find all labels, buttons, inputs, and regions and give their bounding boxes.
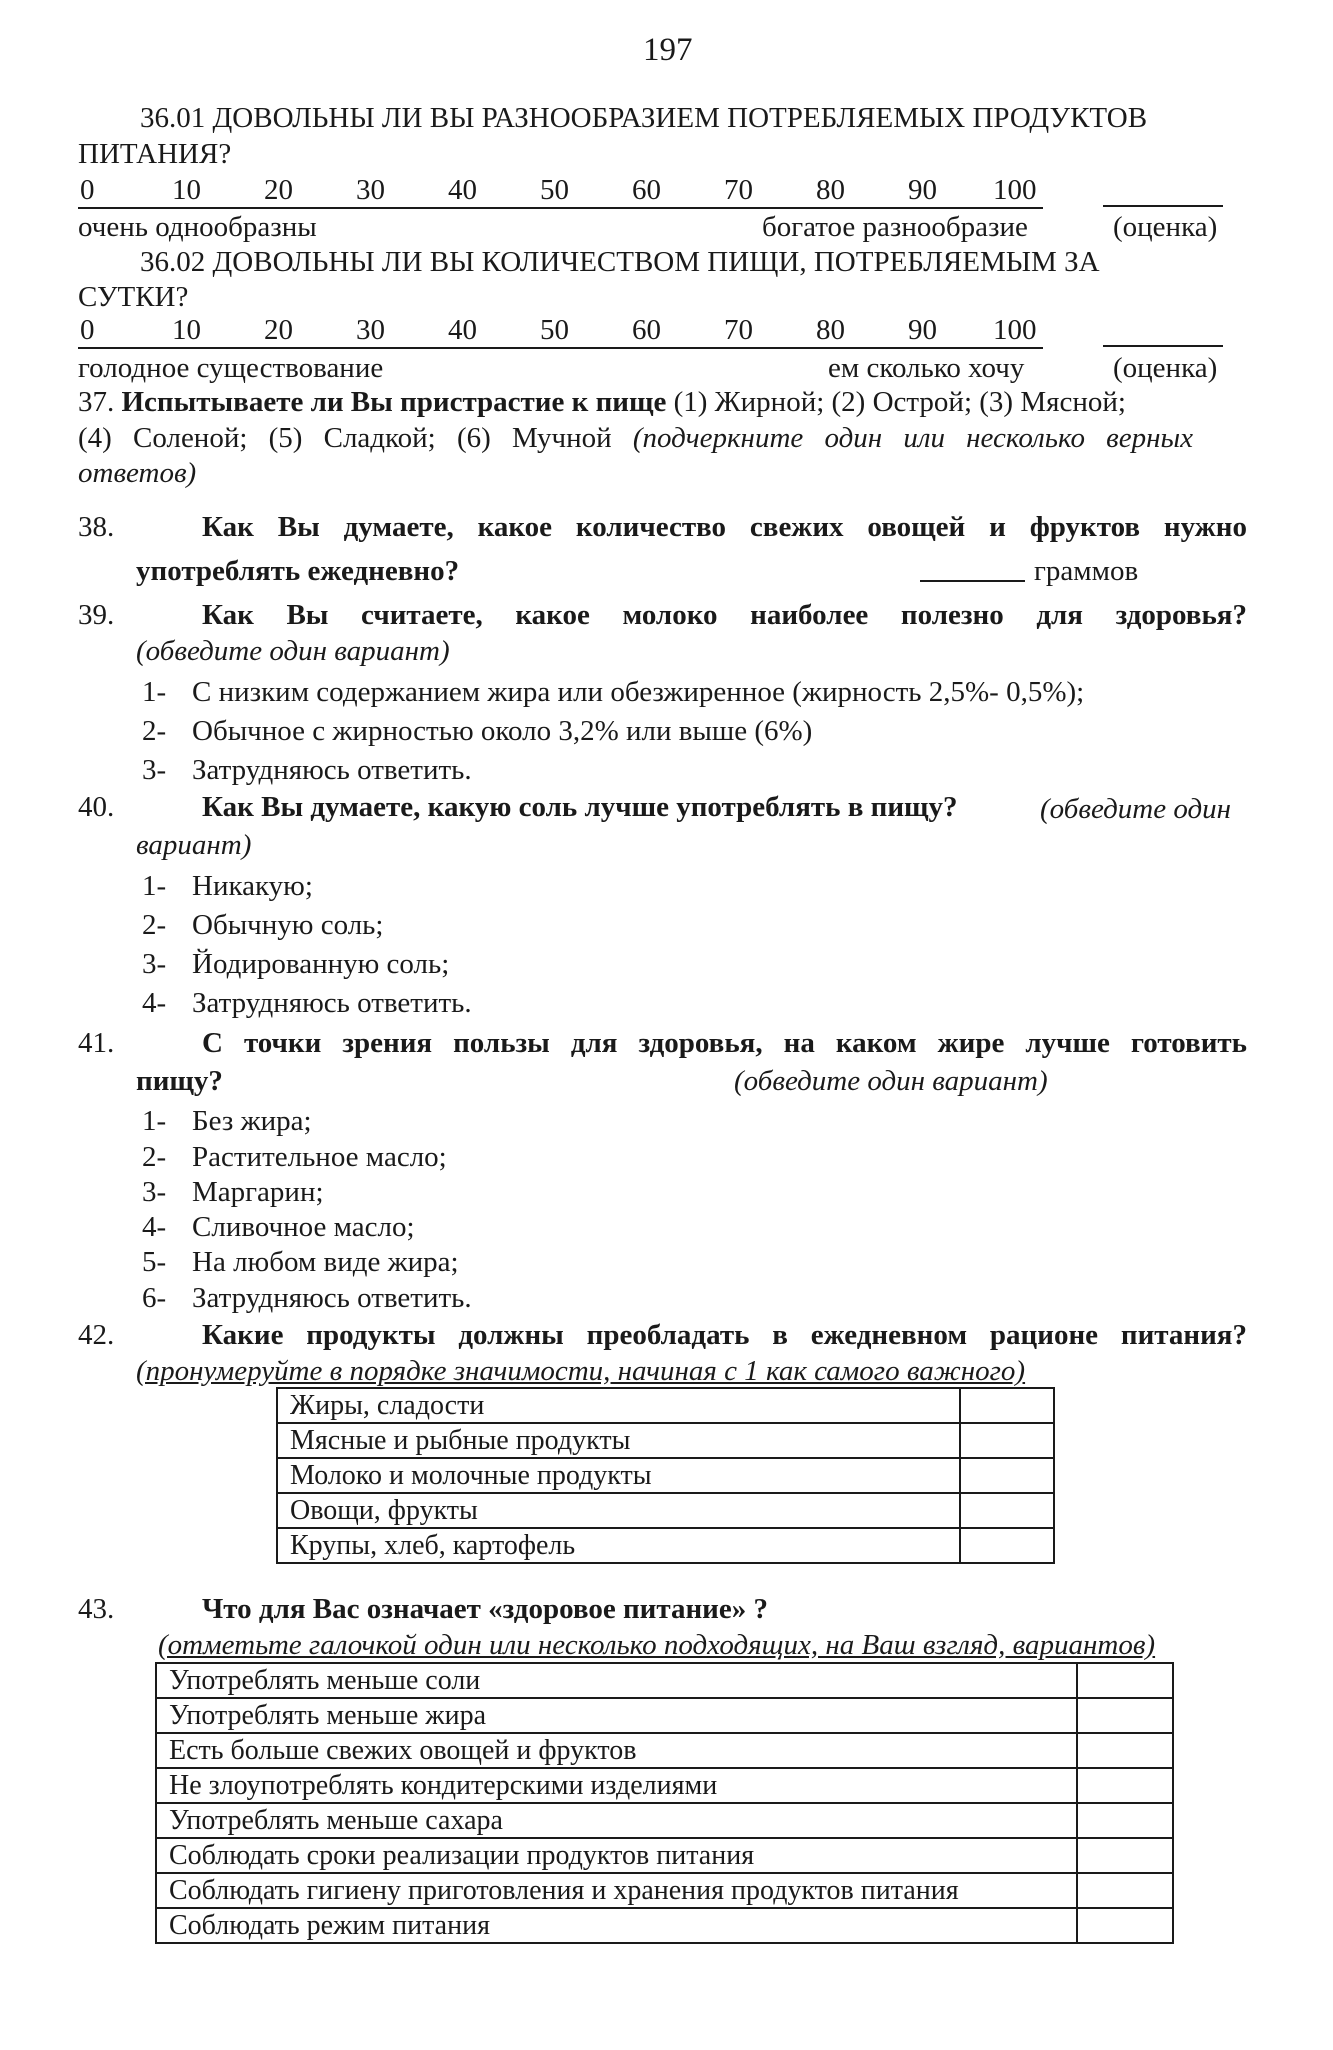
scale-tick: 20 [264,174,293,206]
q43-item: Соблюдать сроки реализации продуктов питания [156,1838,1077,1873]
scale-tick: 40 [448,174,477,206]
q43-check-cell[interactable] [1077,1873,1173,1908]
q36-02-title-line2: СУТКИ? [78,281,189,313]
table-row [277,1528,1054,1563]
q41-question-line2: пищу? [136,1065,223,1097]
q43-item: Соблюдать режим питания [156,1908,1077,1943]
q41-question-line1: С точки зрения пользы для здоровья, на каком жире лучше готовить [202,1027,1247,1059]
scale-tick: 10 [172,174,201,206]
q37-line2 [78,421,1193,456]
q37-options-line1[interactable]: (1) Жирной; (2) Острой; (3) Мясной; [673,386,1126,418]
q36-02-right-label: ем сколько хочу [828,352,1025,384]
q43-check-cell[interactable] [1077,1733,1173,1768]
q36-02-title-line1: 36.02 ДОВОЛЬНЫ ЛИ ВЫ КОЛИЧЕСТВОМ ПИЩИ, ПОТРЕБЛЯЕМЫМ ЗА [140,246,1100,278]
scale-tick: 60 [632,174,661,206]
scale-tick: 100 [993,314,1037,346]
q43-item: Соблюдать гигиену приготовления и хранения продуктов питания [156,1873,1077,1908]
q41-option[interactable]: 4- Сливочное масло; [142,1211,415,1243]
q43-item: Употреблять меньше соли [156,1663,1077,1698]
q43-checklist-table [155,1662,1174,1944]
scale-tick: 20 [264,314,293,346]
q40-number: 40. [78,791,115,823]
q41-option[interactable]: 3- Маргарин; [142,1176,324,1208]
q43-check-cell[interactable] [1077,1803,1173,1838]
scale-tick: 50 [540,174,569,206]
scale-tick: 0 [80,314,95,346]
q42-rank-cell[interactable] [960,1528,1054,1563]
q42-item: Молоко и молочные продукты [277,1458,960,1493]
q42-rank-cell[interactable] [960,1388,1054,1423]
scale-tick: 90 [908,174,937,206]
scale-tick: 80 [816,174,845,206]
q42-item: Овощи, фрукты [277,1493,960,1528]
scale-tick: 100 [993,174,1037,206]
table-row [156,1768,1173,1803]
q42-rank-cell[interactable] [960,1423,1054,1458]
table-row [156,1838,1173,1873]
q36-01-left-label: очень однообразны [78,211,317,243]
scale-tick: 40 [448,314,477,346]
q42-item: Крупы, хлеб, картофель [277,1528,960,1563]
table-row [156,1908,1173,1943]
q38-question-line2: употреблять ежедневно? [136,555,460,587]
q43-question: Что для Вас означает «здоровое питание» ? [202,1593,769,1625]
q42-number: 42. [78,1319,115,1351]
q37-options-line2[interactable]: (4) Соленой; (5) Сладкой; (6) Мучной [78,422,612,454]
q43-check-cell[interactable] [1077,1768,1173,1803]
q36-01-title-line2: ПИТАНИЯ? [78,138,232,170]
q39-question: Как Вы считаете, какое молоко наиболее полезно для здоровья? [202,599,1247,631]
scale-tick: 70 [724,314,753,346]
q43-instruction: (отметьте галочкой один или несколько подходящих, на Ваш взгляд, вариантов) [158,1629,1156,1661]
q40-option[interactable]: 3- Йодированную соль; [142,948,450,980]
q36-02-score-label: (оценка) [1113,352,1218,384]
q40-option[interactable]: 1- Никакую; [142,870,313,902]
q39-option[interactable]: 3- Затрудняюсь ответить. [142,754,472,786]
q39-number: 39. [78,599,115,631]
scale-tick: 50 [540,314,569,346]
q40-instruction-end: вариант) [136,829,252,861]
table-row [156,1663,1173,1698]
q43-check-cell[interactable] [1077,1908,1173,1943]
q43-check-cell[interactable] [1077,1698,1173,1733]
scale-tick: 70 [724,174,753,206]
q36-02-score-field[interactable] [1103,345,1223,347]
q43-check-cell[interactable] [1077,1663,1173,1698]
page-number: 197 [643,32,693,68]
q43-check-cell[interactable] [1077,1838,1173,1873]
q36-02-left-label: голодное существование [78,352,384,384]
q43-item: Не злоупотреблять кондитерскими изделиями [156,1768,1077,1803]
table-row [277,1493,1054,1528]
q42-item: Мясные и рыбные продукты [277,1423,960,1458]
q38-number: 38. [78,511,115,543]
q41-option[interactable]: 5- На любом виде жира; [142,1246,459,1278]
q38-question-line1: Как Вы думаете, какое количество свежих овощей и фруктов нужно [202,511,1247,543]
q41-option[interactable]: 2- Растительное масло; [142,1141,447,1173]
q36-02-rating-scale[interactable] [78,313,1043,349]
q39-option[interactable]: 2- Обычное с жирностью около 3,2% или выше (6%) [142,715,813,747]
q42-rank-cell[interactable] [960,1458,1054,1493]
q37-instruction: (подчеркните один или несколько верных [632,422,1194,454]
q36-01-title-line1: 36.01 ДОВОЛЬНЫ ЛИ ВЫ РАЗНООБРАЗИЕМ ПОТРЕБЛЯЕМЫХ ПРОДУКТОВ [140,102,1148,134]
table-row [277,1458,1054,1493]
scale-tick: 30 [356,314,385,346]
q40-question: Как Вы думаете, какую соль лучше употреблять в пищу? [202,791,958,823]
q40-option[interactable]: 4- Затрудняюсь ответить. [142,987,472,1019]
q40-instruction: (обведите один [1040,793,1232,825]
table-row [156,1733,1173,1768]
q37-question: Испытываете ли Вы пристрастие к пище [121,386,667,418]
q43-item: Употреблять меньше сахара [156,1803,1077,1838]
q37-number: 37. [78,386,115,418]
table-row [156,1873,1173,1908]
q36-01-rating-scale[interactable] [78,173,1043,209]
scale-tick: 30 [356,174,385,206]
q39-instruction: (обведите один вариант) [136,635,450,667]
scale-tick: 60 [632,314,661,346]
q39-option[interactable]: 1- С низким содержанием жира или обезжиренное (жирность 2,5%- 0,5%); [142,676,1085,708]
q41-option[interactable]: 6- Затрудняюсь ответить. [142,1282,472,1314]
q43-item: Употреблять меньше жира [156,1698,1077,1733]
q36-01-score-field[interactable] [1103,205,1223,207]
q41-option[interactable]: 1- Без жира; [142,1105,312,1137]
scale-tick: 90 [908,314,937,346]
scale-tick: 10 [172,314,201,346]
scale-tick: 80 [816,314,845,346]
q42-ranking-table [276,1387,1055,1564]
q36-01-score-label: (оценка) [1113,211,1218,243]
q41-instruction: (обведите один вариант) [734,1065,1048,1097]
table-row [156,1803,1173,1838]
q43-item: Есть больше свежих овощей и фруктов [156,1733,1077,1768]
q41-number: 41. [78,1027,115,1059]
q37-line1 [78,385,1126,420]
table-row [156,1698,1173,1733]
table-row [277,1423,1054,1458]
q42-instruction: (пронумеруйте в порядке значимости, начиная с 1 как самого важного) [136,1355,1026,1387]
q43-number: 43. [78,1593,115,1625]
table-row [277,1388,1054,1423]
scale-tick: 0 [80,174,95,206]
q38-grams-field[interactable] [920,580,1025,582]
q42-rank-cell[interactable] [960,1493,1054,1528]
q36-01-right-label: богатое разнообразие [762,211,1028,243]
q38-unit: граммов [1034,555,1139,587]
q42-item: Жиры, сладости [277,1388,960,1423]
q37-instruction-end: ответов) [78,457,197,489]
q42-question: Какие продукты должны преобладать в ежедневном рационе питания? [202,1319,1247,1351]
q40-option[interactable]: 2- Обычную соль; [142,909,384,941]
